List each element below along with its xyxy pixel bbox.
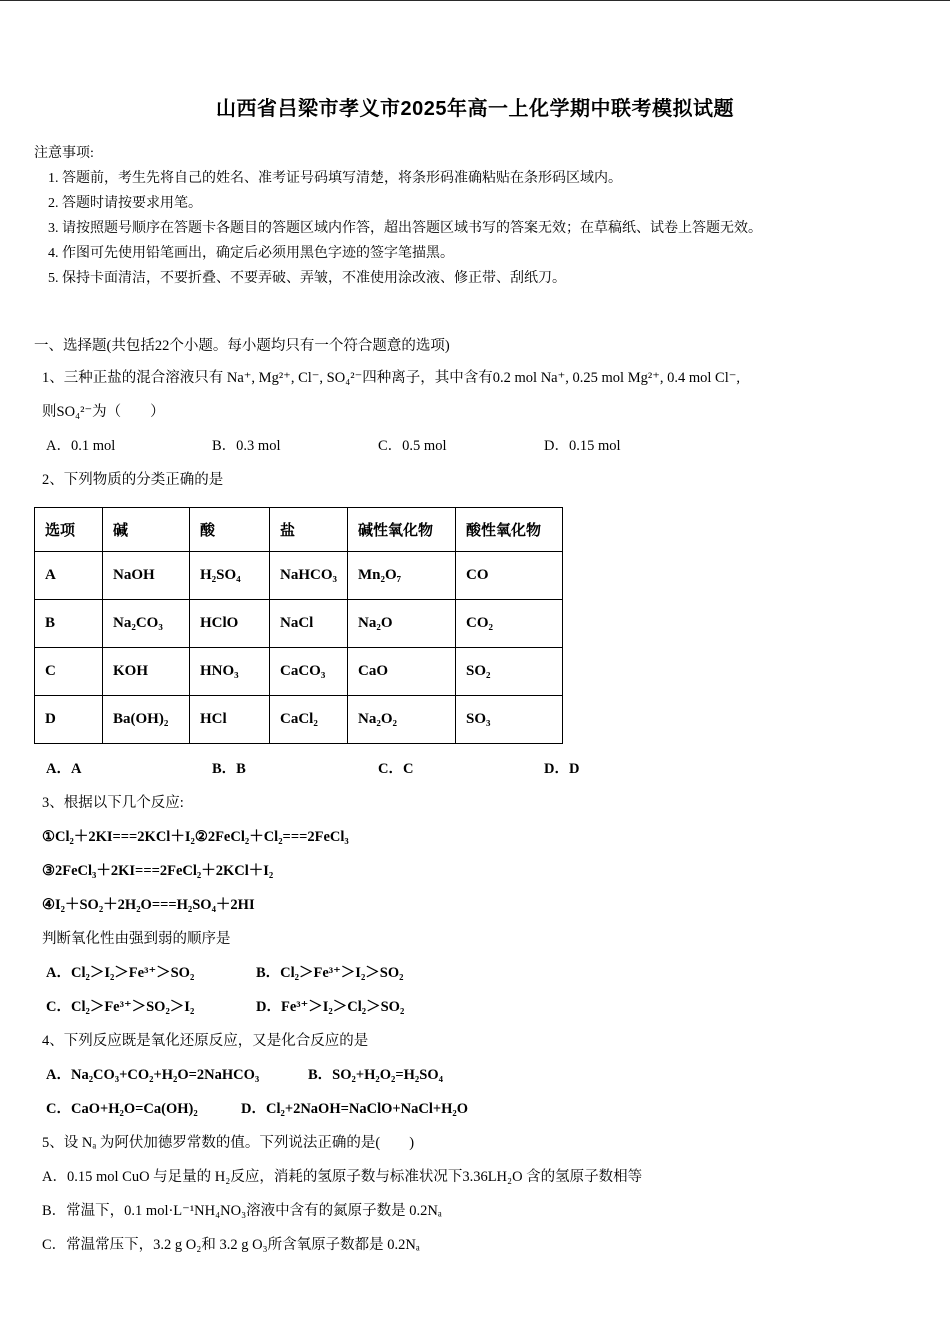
q4-stem: 4、下列反应既是氧化还原反应，又是化合反应的是 <box>42 1033 369 1049</box>
table-cell: CO₂ <box>456 600 563 648</box>
q1-option-d: D．0.15 mol <box>544 438 621 454</box>
table-cell: C <box>35 648 103 696</box>
q2-stem: 2、下列物质的分类正确的是 <box>42 472 224 488</box>
table-header-cell: 酸 <box>190 508 270 552</box>
question-1 <box>34 361 916 463</box>
table-row <box>35 600 563 648</box>
q4-options-row-2 <box>34 1092 916 1126</box>
question-5 <box>34 1126 916 1262</box>
q3-options-row-1 <box>34 956 916 990</box>
q1-option-a: A．0.1 mol <box>46 438 116 454</box>
table-cell: Ba(OH)₂ <box>103 696 190 744</box>
table-cell: HCl <box>190 696 270 744</box>
q2-option-b: B．B <box>212 761 246 777</box>
q3-prompt: 判断氧化性由强到弱的顺序是 <box>42 931 231 947</box>
q3-option-a: A．Cl₂＞I₂＞Fe³⁺＞SO₂ <box>46 965 195 981</box>
q5-option-c: C．常温常压下，3.2 g O₂和 3.2 g O₃所含氧原子数都是 0.2Nₐ <box>42 1237 420 1253</box>
table-cell: Mn₂O₇ <box>348 552 456 600</box>
page-title: 山西省吕梁市孝义市2025年高一上化学期中联考模拟试题 <box>216 98 734 120</box>
q3-equation-2: ③2FeCl₃＋2KI===2FeCl₂＋2KCl＋I₂ <box>42 863 274 879</box>
q1-stem-line2: 则SO₄²⁻为（ ） <box>42 404 165 420</box>
table-row <box>35 696 563 744</box>
q2-classification-table <box>34 507 563 744</box>
q3-option-d: D．Fe³⁺＞I₂＞Cl₂＞SO₂ <box>256 999 405 1015</box>
notice-item: 1. 答题前，考生先将自己的姓名、准考证号码填写清楚，将条形码准确粘贴在条形码区域内。 <box>48 171 622 186</box>
table-cell: HNO₃ <box>190 648 270 696</box>
q5-stem: 5、设 Nₐ 为阿伏加德罗常数的值。下列说法正确的是( ) <box>42 1135 415 1151</box>
q3-equation-3: ④I₂＋SO₂＋2H₂O===H₂SO₄＋2HI <box>42 897 255 913</box>
table-cell: CaO <box>348 648 456 696</box>
table-row <box>35 648 563 696</box>
table-header-row <box>35 508 563 552</box>
q2-option-a: A．A <box>46 761 82 777</box>
q3-equation-1: ①Cl₂＋2KI===2KCl＋I₂②2FeCl₂＋Cl₂===2FeCl₃ <box>42 829 349 845</box>
table-cell: SO₃ <box>456 696 563 744</box>
notice-item: 4. 作图可先使用铅笔画出，确定后必须用黑色字迹的签字笔描黑。 <box>48 246 454 261</box>
notice-item: 3. 请按照题号顺序在答题卡各题目的答题区域内作答，超出答题区域书写的答案无效；在草稿纸、试卷上答题无效。 <box>48 221 762 236</box>
table-cell: NaCl <box>270 600 348 648</box>
page-top-border <box>0 0 950 1</box>
table-header-cell: 碱 <box>103 508 190 552</box>
q1-option-b: B．0.3 mol <box>212 438 281 454</box>
table-cell: KOH <box>103 648 190 696</box>
section-heading: 一、选择题(共包括22个小题。每小题均只有一个符合题意的选项) <box>34 338 450 354</box>
notice-item: 2. 答题时请按要求用笔。 <box>48 196 202 211</box>
q4-options-row-1 <box>34 1058 916 1092</box>
question-2 <box>34 463 916 786</box>
table-cell: NaOH <box>103 552 190 600</box>
q4-option-d: D．Cl₂+2NaOH=NaClO+NaCl+H₂O <box>241 1101 469 1117</box>
table-header-cell: 选项 <box>35 508 103 552</box>
q1-option-c: C．0.5 mol <box>378 438 447 454</box>
table-cell: CaCO₃ <box>270 648 348 696</box>
table-cell: HClO <box>190 600 270 648</box>
q2-option-c: C．C <box>378 761 414 777</box>
q3-options-row-2 <box>34 990 916 1024</box>
notice-item: 5. 保持卡面清洁，不要折叠、不要弄破、弄皱，不准使用涂改液、修正带、刮纸刀。 <box>48 271 566 286</box>
table-cell: D <box>35 696 103 744</box>
table-cell: CO <box>456 552 563 600</box>
table-cell: NaHCO₃ <box>270 552 348 600</box>
table-cell: Na₂O <box>348 600 456 648</box>
q1-stem-line1: 1、三种正盐的混合溶液只有 Na⁺, Mg²⁺, Cl⁻, SO₄²⁻四种离子，其中含有0.2 mol Na⁺, 0.25 mol Mg²⁺, 0.4 mol Cl⁻, <box>42 370 741 386</box>
q4-option-c: C．CaO+H₂O=Ca(OH)₂ <box>46 1101 198 1117</box>
table-cell: Na₂CO₃ <box>103 600 190 648</box>
table-cell: CaCl₂ <box>270 696 348 744</box>
q2-options <box>34 752 916 786</box>
question-4 <box>34 1024 916 1126</box>
q3-option-b: B．Cl₂＞Fe³⁺＞I₂＞SO₂ <box>256 965 404 981</box>
table-cell: Na₂O₂ <box>348 696 456 744</box>
table-header-cell: 酸性氧化物 <box>456 508 563 552</box>
table-cell: H₂SO₄ <box>190 552 270 600</box>
table-cell: SO₂ <box>456 648 563 696</box>
notice-section <box>34 141 916 291</box>
q4-option-b: B．SO₂+H₂O₂=H₂SO₄ <box>308 1067 443 1083</box>
question-3 <box>34 786 916 1024</box>
table-row <box>35 552 563 600</box>
q5-option-a: A．0.15 mol CuO 与足量的 H₂反应，消耗的氢原子数与标准状况下3.36LH₂O 含的氢原子数相等 <box>42 1169 643 1185</box>
table-cell: B <box>35 600 103 648</box>
q3-stem: 3、根据以下几个反应: <box>42 795 184 811</box>
q2-option-d: D．D <box>544 761 580 777</box>
notice-heading: 注意事项: <box>34 146 94 161</box>
q5-option-b: B．常温下，0.1 mol·L⁻¹NH₄NO₃溶液中含有的氮原子数是 0.2Nₐ <box>42 1203 442 1219</box>
q4-option-a: A．Na₂CO₃+CO₂+H₂O=2NaHCO₃ <box>46 1067 260 1083</box>
table-header-cell: 碱性氧化物 <box>348 508 456 552</box>
table-cell: A <box>35 552 103 600</box>
table-header-cell: 盐 <box>270 508 348 552</box>
q3-option-c: C．Cl₂＞Fe³⁺＞SO₂＞I₂ <box>46 999 195 1015</box>
q1-options <box>34 429 916 463</box>
